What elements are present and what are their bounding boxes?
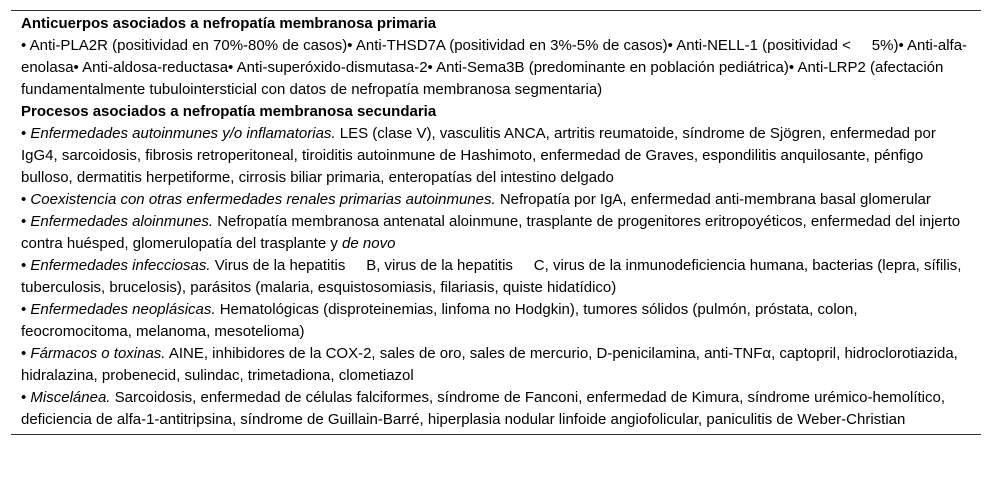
item-text: Nefropatía por IgA, enfermedad anti-membrana basal glomerular <box>495 191 931 208</box>
item-text: Sarcoidosis, enfermedad de células falciformes, síndrome de Fanconi, enfermedad de Kimura, síndrome urémico-hemolítico, deficiencia de alfa-1-antitripsina, síndrome de Guillain-Barré, hiperplasia nodular linfoide angiofolicular, paniculitis de Weber-Christian <box>21 389 946 428</box>
list-item-miscellaneous: • Miscelánea. Sarcoidosis, enfermedad de células falciformes, síndrome de Fanconi, enfermedad de Kimura, síndrome urémico-hemolítico, deficiencia de alfa-1-antitripsina, síndrome de Guillain-Barré, hiperplasia nodular linfoide angiofolicular, paniculitis de Weber-Christian <box>21 389 946 428</box>
item-text-italic: de novo <box>342 235 396 252</box>
category-label: Enfermedades infecciosas. <box>30 257 211 274</box>
primary-heading: Anticuerpos asociados a nefropatía membranosa primaria <box>21 15 437 32</box>
category-label: Enfermedades neoplásicas. <box>30 301 216 318</box>
antibodies-text-cont: 5%)• Anti-alfa-enolasa• Anti-aldosa-reductasa• Anti-superóxido-dismutasa-2• Anti-Sema3B (predominante en población pediátrica)• Anti-LRP2 (afectación fundamentalmente tubulointersticial con datos de nefropatía membranosa segmentaria) <box>21 37 968 98</box>
item-text: Nefropatía membranosa antenatal aloinmune, trasplante de progenitores eritropoyéticos, enfermedad del injerto contra huésped, glomerulopatía del trasplante y <box>21 213 961 252</box>
secondary-heading: Procesos asociados a nefropatía membranosa secundaria <box>21 103 437 120</box>
antibodies-text: • Anti-PLA2R (positividad en 70%-80% de casos)• Anti-THSD7A (positividad en 3%-5% de casos)• Anti-NELL-1 (positividad < <box>21 37 851 54</box>
list-item-alloimmune: • Enfermedades aloinmunes. Nefropatía membranosa antenatal aloinmune, trasplante de progenitores eritropoyéticos, enfermedad del injerto contra huésped, glomerulopatía del trasplante y de novo <box>21 213 961 252</box>
item-text: LES (clase V), vasculitis ANCA, artritis reumatoide, síndrome de Sjögren, enfermedad por IgG4, sarcoidosis, fibrosis retroperitoneal, tiroiditis autoinmune de Hashimoto, enfermedad de Graves, espondilitis anquilosante, pénfigo bulloso, dermatitis herpetiforme, cirrosis biliar primaria, enteropatías del intestino delgado <box>21 125 936 186</box>
category-label: Miscelánea. <box>30 389 111 406</box>
category-label: Fármacos o toxinas. <box>30 345 166 362</box>
list-item-drugs: • Fármacos o toxinas. AINE, inhibidores de la COX-2, sales de oro, sales de mercurio, D-penicilamina, anti-TNFα, captopril, hidroclorotiazida, hidralazina, probenecid, sulindac, trimetadiona, clometiazol <box>21 345 958 384</box>
item-text: C, virus de la inmunodeficiencia humana, bacterias (lepra, sífilis, tuberculosis, brucelosis), parásitos (malaria, esquistosomiasis, filariasis, quiste hidatídico) <box>21 257 962 296</box>
table-cell <box>11 11 981 434</box>
item-text: B, virus de la hepatitis <box>366 257 513 274</box>
list-item-neoplastic: • Enfermedades neoplásicas. Hematológicas (disproteinemias, linfoma no Hodgkin), tumores sólidos (pulmón, próstata, colon, feocromocitoma, melanoma, mesotelioma) <box>21 301 858 340</box>
list-item-renal-coexistence: • Coexistencia con otras enfermedades renales primarias autoinmunes. Nefropatía por IgA, enfermedad anti-membrana basal glomerular <box>21 191 931 208</box>
category-label: Enfermedades autoinmunes y/o inflamatorias. <box>30 125 336 142</box>
item-text: Hematológicas (disproteinemias, linfoma no Hodgkin), tumores sólidos (pulmón, próstata, colon, feocromocitoma, melanoma, mesotelioma) <box>21 301 858 340</box>
item-text: AINE, inhibidores de la COX-2, sales de oro, sales de mercurio, D-penicilamina, anti-TNFα, captopril, hidroclorotiazida, hidralazina, probenecid, sulindac, trimetadiona, clometiazol <box>21 345 958 384</box>
primary-antibodies-list <box>21 35 971 101</box>
list-item-autoimmune: • Enfermedades autoinmunes y/o inflamatorias. LES (clase V), vasculitis ANCA, artritis reumatoide, síndrome de Sjögren, enfermedad por IgG4, sarcoidosis, fibrosis retroperitoneal, tiroiditis autoinmune de Hashimoto, enfermedad de Graves, espondilitis anquilosante, pénfigo bulloso, dermatitis herpetiforme, cirrosis biliar primaria, enteropatías del intestino delgado <box>21 125 936 186</box>
list-item-infectious: • Enfermedades infecciosas. Virus de la hepatitis B, virus de la hepatitis C, virus de la inmunodeficiencia humana, bacterias (lepra, sífilis, tuberculosis, brucelosis), parásitos (malaria, esquistosomiasis, filariasis, quiste hidatídico) <box>21 257 962 296</box>
item-text: Virus de la hepatitis <box>210 257 346 274</box>
category-label: Enfermedades aloinmunes. <box>30 213 214 230</box>
category-label: Coexistencia con otras enfermedades renales primarias autoinmunes. <box>30 191 496 208</box>
nephropathy-table <box>11 10 981 435</box>
